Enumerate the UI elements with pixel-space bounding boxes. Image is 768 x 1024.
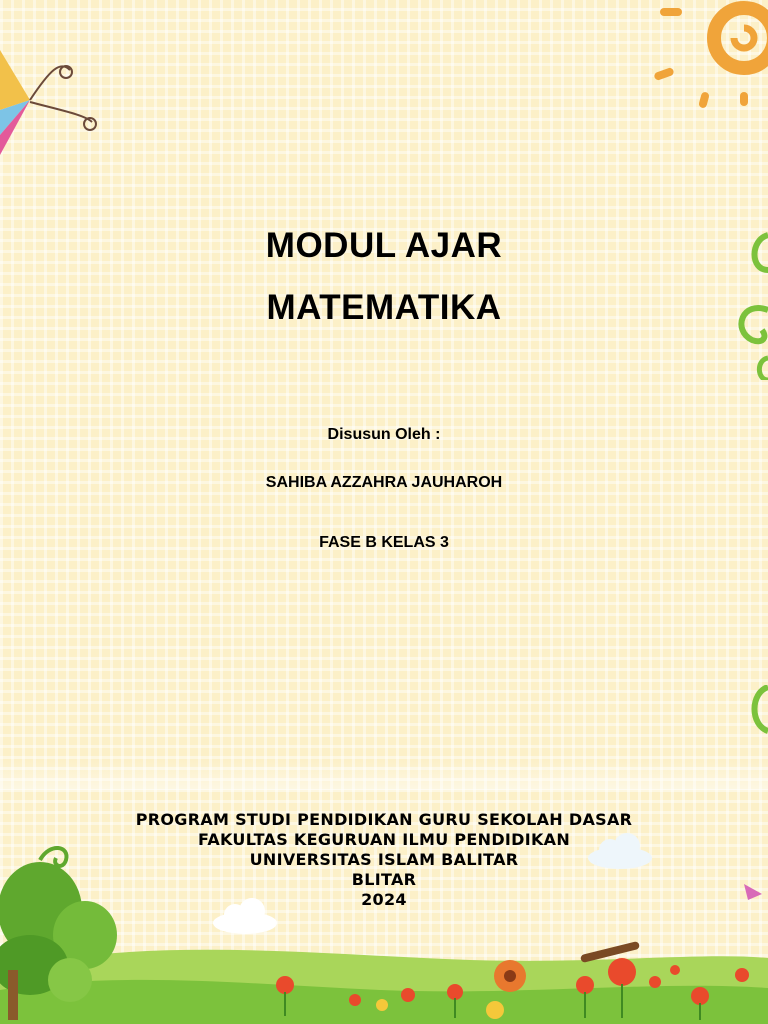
landscape-illustration <box>0 840 768 1024</box>
author-name: SAHIBA AZZAHRA JAUHAROH <box>265 474 503 491</box>
footer-program: PROGRAM STUDI PENDIDIKAN GURU SEKOLAH DASAR <box>135 810 633 829</box>
sun-illustration <box>640 0 768 110</box>
vine-swirl-decoration <box>744 685 768 735</box>
footer-band <box>0 760 768 790</box>
footer-year: 2024 <box>361 890 407 909</box>
footer-university: UNIVERSITAS ISLAM BALITAR <box>249 850 519 869</box>
footer-faculty: FAKULTAS KEGURUAN ILMU PENDIDIKAN <box>197 830 571 849</box>
butterfly-icon <box>742 880 768 906</box>
author-label: Disusun Oleh : <box>327 426 441 443</box>
title-line-1: MODUL AJAR <box>265 226 503 265</box>
title-line-2: MATEMATIKA <box>266 288 502 327</box>
class-info: FASE B KELAS 3 <box>319 534 449 551</box>
butterfly-illustration <box>0 40 110 160</box>
footer-city: BLITAR <box>351 870 417 889</box>
